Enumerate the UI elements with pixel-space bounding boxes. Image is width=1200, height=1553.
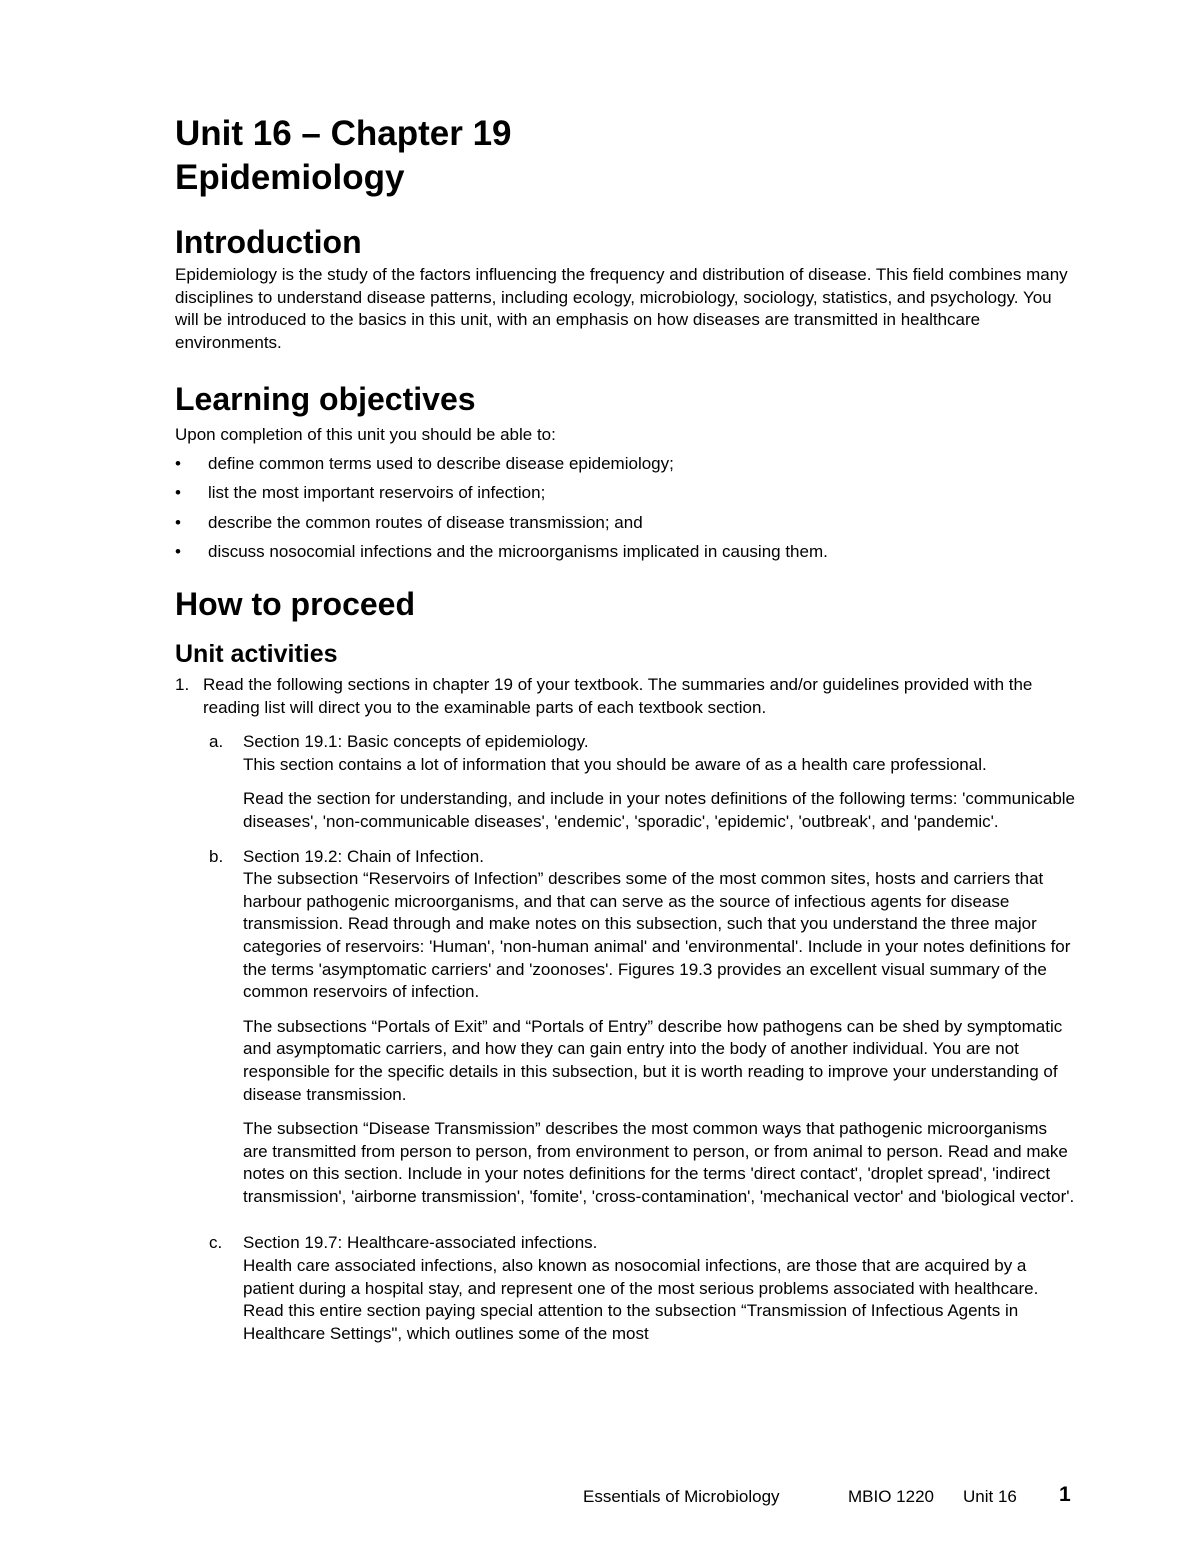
- section-a-paragraph-2: Read the section for understanding, and include in your notes definitions of the following terms: 'communicable diseases', 'non-communicable diseases', 'endemic', 'sporadic', 'epidemic', 'outbreak', and 'pandemic'.: [243, 789, 1076, 831]
- section-b-marker: b.: [209, 846, 224, 866]
- document-title: [175, 112, 1075, 200]
- footer-page-number: 1: [1059, 1483, 1071, 1506]
- unit-activities-heading: Unit activities: [175, 640, 338, 669]
- section-c-marker: c.: [209, 1233, 223, 1253]
- item-number: 1.: [175, 675, 190, 695]
- learning-objectives-heading: Learning objectives: [175, 381, 476, 418]
- activity-item-1: [175, 674, 1075, 719]
- list-item: • discuss nosocomial infections and the microorganisms implicated in causing them.: [175, 541, 1075, 564]
- how-to-proceed-heading: How to proceed: [175, 586, 416, 623]
- title-line-2: Epidemiology: [175, 158, 405, 197]
- section-c: [175, 1232, 1075, 1345]
- section-b-title: Section 19.2: Chain of Infection.: [243, 846, 484, 866]
- footer-course-code: MBIO 1220: [848, 1487, 934, 1506]
- section-b: [175, 846, 1075, 1209]
- section-b-paragraph-3: The subsection “Disease Transmission” describes the most common ways that pathogenic microorganisms are transmitted from person to person, from environment to person, or from animal to person. Read and make notes on this section. Include in your notes definitions for the terms 'direct contact', 'droplet spread', 'indirect transmission', 'airborne transmission', 'fomite', 'cross-contamination', 'mechanical vector' and 'biological vector'.: [243, 1119, 1075, 1206]
- list-item: • define common terms used to describe disease epidemiology;: [175, 453, 1075, 476]
- section-b-paragraph-1: The subsection “Reservoirs of Infection” describes some of the most common sites, hosts and carriers that harbour pathogenic microorganisms, and that can serve as the source of infectious agents for disease transmission. Read through and make notes on this subsection, such that you understand the three major categories of reservoirs: 'Human', 'non-human animal' and 'environmental'. Include in your notes definitions for the terms 'asymptomatic carriers' and 'zoonoses'. Figures 19.3 provides an excellent visual summary of the common reservoirs of infection.: [243, 869, 1071, 1002]
- objectives-intro: Upon completion of this unit you should be able to:: [175, 425, 556, 445]
- section-c-paragraph-1: Health care associated infections, also known as nosocomial infections, are those that are acquired by a patient during a hospital stay, and represent one of the most serious problems associated with healthcare. Read this entire section paying special attention to the subsection “Transmission of Infectious Agents in Healthcare Settings", which outlines some of the most: [243, 1256, 1039, 1343]
- list-item: • list the most important reservoirs of infection;: [175, 482, 1075, 505]
- section-a-title: Section 19.1: Basic concepts of epidemiology.: [243, 732, 589, 752]
- activity-text: Read the following sections in chapter 19 of your textbook. The summaries and/or guidelines provided with the reading list will direct you to the examinable parts of each textbook section.: [203, 675, 1033, 717]
- bullet-icon: •: [175, 512, 181, 532]
- section-b-paragraph-2: The subsections “Portals of Exit” and “Portals of Entry” describe how pathogens can be shed by symptomatic and asymptomatic carriers, and how they can gain entry into the body of another individual. You are not responsible for the specific details in this subsection, but it is worth reading to improve your understanding of disease transmission.: [243, 1016, 1063, 1104]
- footer-unit: Unit 16: [963, 1487, 1017, 1506]
- section-c-title: Section 19.7: Healthcare-associated infections.: [243, 1233, 598, 1253]
- document-page: [175, 112, 1075, 1345]
- bullet-icon: •: [175, 483, 181, 503]
- objectives-list: [175, 453, 1075, 564]
- introduction-heading: Introduction: [175, 224, 362, 260]
- bullet-icon: •: [175, 453, 181, 473]
- section-a: [175, 731, 1075, 833]
- bullet-icon: •: [175, 542, 181, 562]
- section-a-paragraph-1: This section contains a lot of information that you should be aware of as a health care professional.: [243, 754, 987, 774]
- list-item: • describe the common routes of disease transmission; and: [175, 512, 1075, 535]
- introduction-text: Epidemiology is the study of the factors influencing the frequency and distribution of disease. This field combines many disciplines to understand disease patterns, including ecology, microbiology, sociology, statistics, and psychology. You will be introduced to the basics in this unit, with an emphasis on how diseases are transmitted in healthcare environments.: [175, 265, 1068, 352]
- title-line-1: Unit 16 – Chapter 19: [175, 114, 512, 153]
- section-a-marker: a.: [209, 732, 224, 752]
- footer-course-title: Essentials of Microbiology: [583, 1487, 780, 1506]
